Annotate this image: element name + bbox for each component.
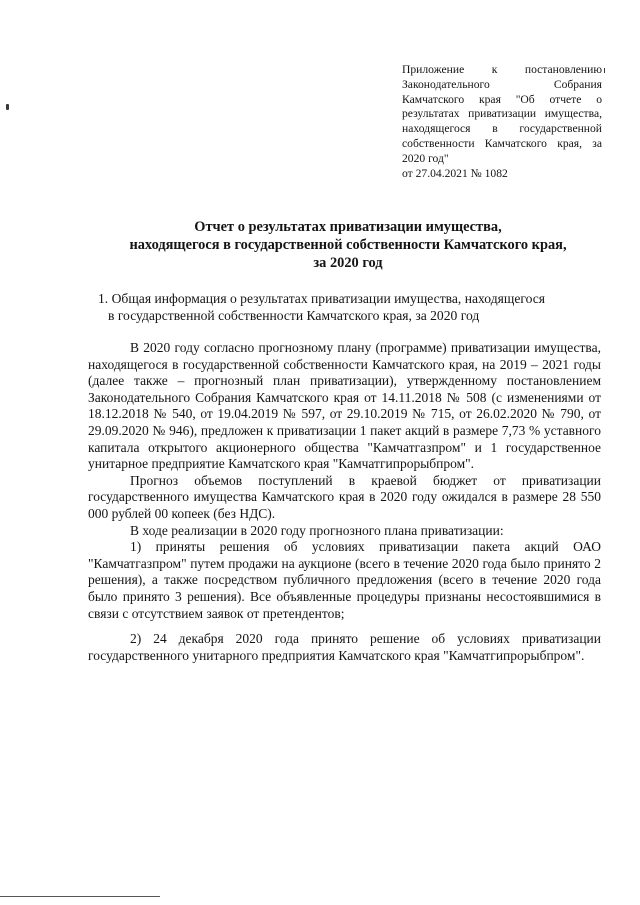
section-heading-line-2: в государственной собственности Камчатского края, за 2020 год xyxy=(108,308,480,323)
scan-speck-left xyxy=(6,104,9,110)
title-line-3: за 2020 год xyxy=(313,255,383,271)
annex-note xyxy=(402,63,602,181)
section-heading-line-1: 1. Общая информация о результатах приватизации имущества, находящегося xyxy=(98,291,546,306)
paragraph-item-1: 1) приняты решения об условиях приватизации пакета акций ОАО "Камчатгазпром" путем продажи на аукционе (всего в течение 2020 года было принято 2 решения), а также посредством публичного предложения (всего в течение 2020 года было принято 3 решения). Все объявленные процедуры признаны несостоявшимися в связи с отсутствием заявок от претендентов; xyxy=(88,539,601,621)
report-title xyxy=(90,218,606,272)
scan-speck-right xyxy=(604,68,605,73)
title-line-2: находящегося в государственной собственности Камчатского края, xyxy=(129,237,567,253)
report-body xyxy=(88,340,601,664)
paragraph-forecast: Прогноз объемов поступлений в краевой бюджет от приватизации государственного имущества Камчатского края в 2020 году ожидался в размере 28 550 000 рублей 00 копеек (без НДС). xyxy=(88,472,601,521)
paragraph-implementation: В ходе реализации в 2020 году прогнозного плана приватизации: xyxy=(130,522,504,538)
title-line-1: Отчет о результатах приватизации имущества, xyxy=(194,219,502,235)
annex-text: Приложение к постановлению Законодательного Собрания Камчатского края "Об отчете о результатах приватизации имущества, находящегося в государственной собственности Камчатского края, за 2020 год" xyxy=(402,63,602,165)
section-heading xyxy=(90,290,602,324)
paragraph-plan: В 2020 году согласно прогнозному плану (программе) приватизации имущества, находящегося в государственной собственности Камчатского края, на 2019 – 2021 годы (далее также – прогнозный план приватизации), утвержденному постановлением Законодательного Собрания Камчатского края от 14.11.2018 № 508 (с изменениями от 18.12.2018 № 540, от 19.04.2019 № 597, от 29.10.2019 № 715, от 26.02.2020 № 790, от 29.09.2020 № 946), предложен к приватизации 1 пакет акций в размере 7,73 % уставного капитала открытого акционерного общества "Камчатгазпром" и 1 государственное унитарное предприятие Камчатского края "Камчатгипрорыбпром". xyxy=(88,340,601,472)
paragraph-item-2: 2) 24 декабря 2020 года принято решение об условиях приватизации государственного унитарного предприятия Камчатского края "Камчатгипрорыбпром". xyxy=(88,631,601,663)
annex-date-line: от 27.04.2021 № 1082 xyxy=(402,166,508,180)
footer-rule xyxy=(0,896,160,897)
